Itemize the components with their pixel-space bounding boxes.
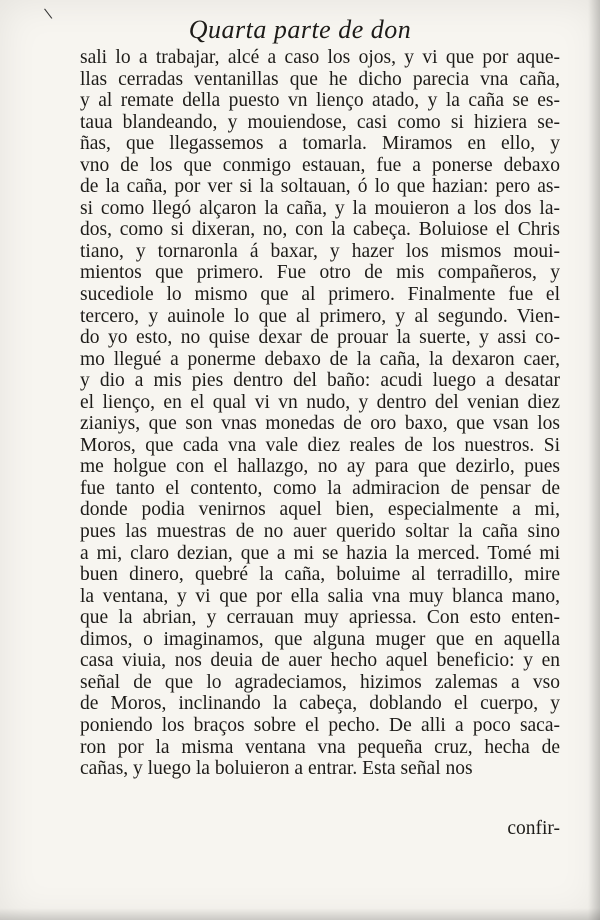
text-line: sali lo a trabajar, alcé a caso los ojos, y vi que por aque- [80,47,560,68]
page-mark: \ [43,5,54,23]
text-line: buen dinero, quebré la caña, boluime al terradillo, mire [80,564,560,586]
text-line: vno de los que conmigo estauan, fue a ponerse debaxo [80,154,560,176]
text-line: sucediole lo mismo que al primero. Finalmente fue el [80,284,560,306]
text-line: el lienço, en el qual vi vn nudo, y dentro del venian diez [80,391,560,413]
text-line: dimos, o imaginamos, que alguna muger que en aquella [80,628,560,650]
text-line: si como llegó alçaron la caña, y la mouieron a los dos la- [80,197,560,219]
text-line: taua blandeando, y mouiendose, casi como si hiziera se- [80,111,560,133]
text-line: ñas, que llegassemos a tomarla. Miramos en ello, y [80,133,560,155]
text-line: dos, como si dixeran, no, con la cabeça. Boluiose el Chris [80,219,560,241]
text-line: casa viuia, nos deuia de auer hecho aquel beneficio: y en [80,650,560,672]
text-line: señal de que lo agradeciamos, hizimos zalemas a vso [80,671,560,693]
text-line: pues las muestras de no auer querido soltar la caña sino [80,521,560,543]
text-line: mo llegué a ponerme debaxo de la caña, la dexaron caer, [80,348,560,370]
text-line: que la abrian, y cerrauan muy apriessa. Con esto enten- [80,607,560,629]
text-line: fue tanto el contento, como la admiracion de pensar de [80,477,560,499]
text-line: poniendo los braços sobre el pecho. De alli a poco saca- [80,714,560,736]
text-line: mientos que primero. Fue otro de mis compañeros, y [80,262,560,284]
text-line: donde podia venirnos aquel bien, especialmente a mi, [80,499,560,521]
catchword: confir- [507,818,560,839]
text-line: y al remate della puesto vn lienço atado, y la caña se es- [80,90,560,112]
text-line: zianiys, que son vnas monedas de oro baxo, que vsan los [80,413,560,435]
text-line: Moros, que cada vna vale diez reales de los nuestros. Si [80,434,560,456]
page-edge-shadow [588,0,600,920]
text-line: llas cerradas ventanillas que he dicho parecia vna caña, [80,68,560,90]
text-line: la ventana, y vi que por ella salia vna muy blanca mano, [80,585,560,607]
text-line: do yo esto, no quise dexar de prouar la suerte, y assi co- [80,327,560,349]
text-line: ron por la misma ventana vna pequeña cruz, hecha de [80,736,560,758]
text-line: de la caña, por ver si la soltauan, ó lo que hazian: pero as- [80,176,560,198]
text-line: tercero, y auinole lo que al primero, y al segundo. Vien- [80,305,560,327]
text-line: de Moros, inclinando la cabeça, doblando el cuerpo, y [80,693,560,715]
text-line: a mi, claro dezian, que a mi se hazia la merced. Tomé mi [80,542,560,564]
body-text [80,47,560,780]
running-title: Quarta parte de don [188,15,412,44]
bottom-edge-shadow [0,908,600,920]
text-line: me holgue con el hallazgo, no ay para que dezirlo, pues [80,456,560,478]
text-line: y dio a mis pies dentro del baño: acudi luego a desatar [80,370,560,392]
text-line: tiano, y tornaronla á baxar, y hazer los mismos moui- [80,240,560,262]
text-line: cañas, y luego la boluieron a entrar. Esta señal nos [80,758,473,780]
